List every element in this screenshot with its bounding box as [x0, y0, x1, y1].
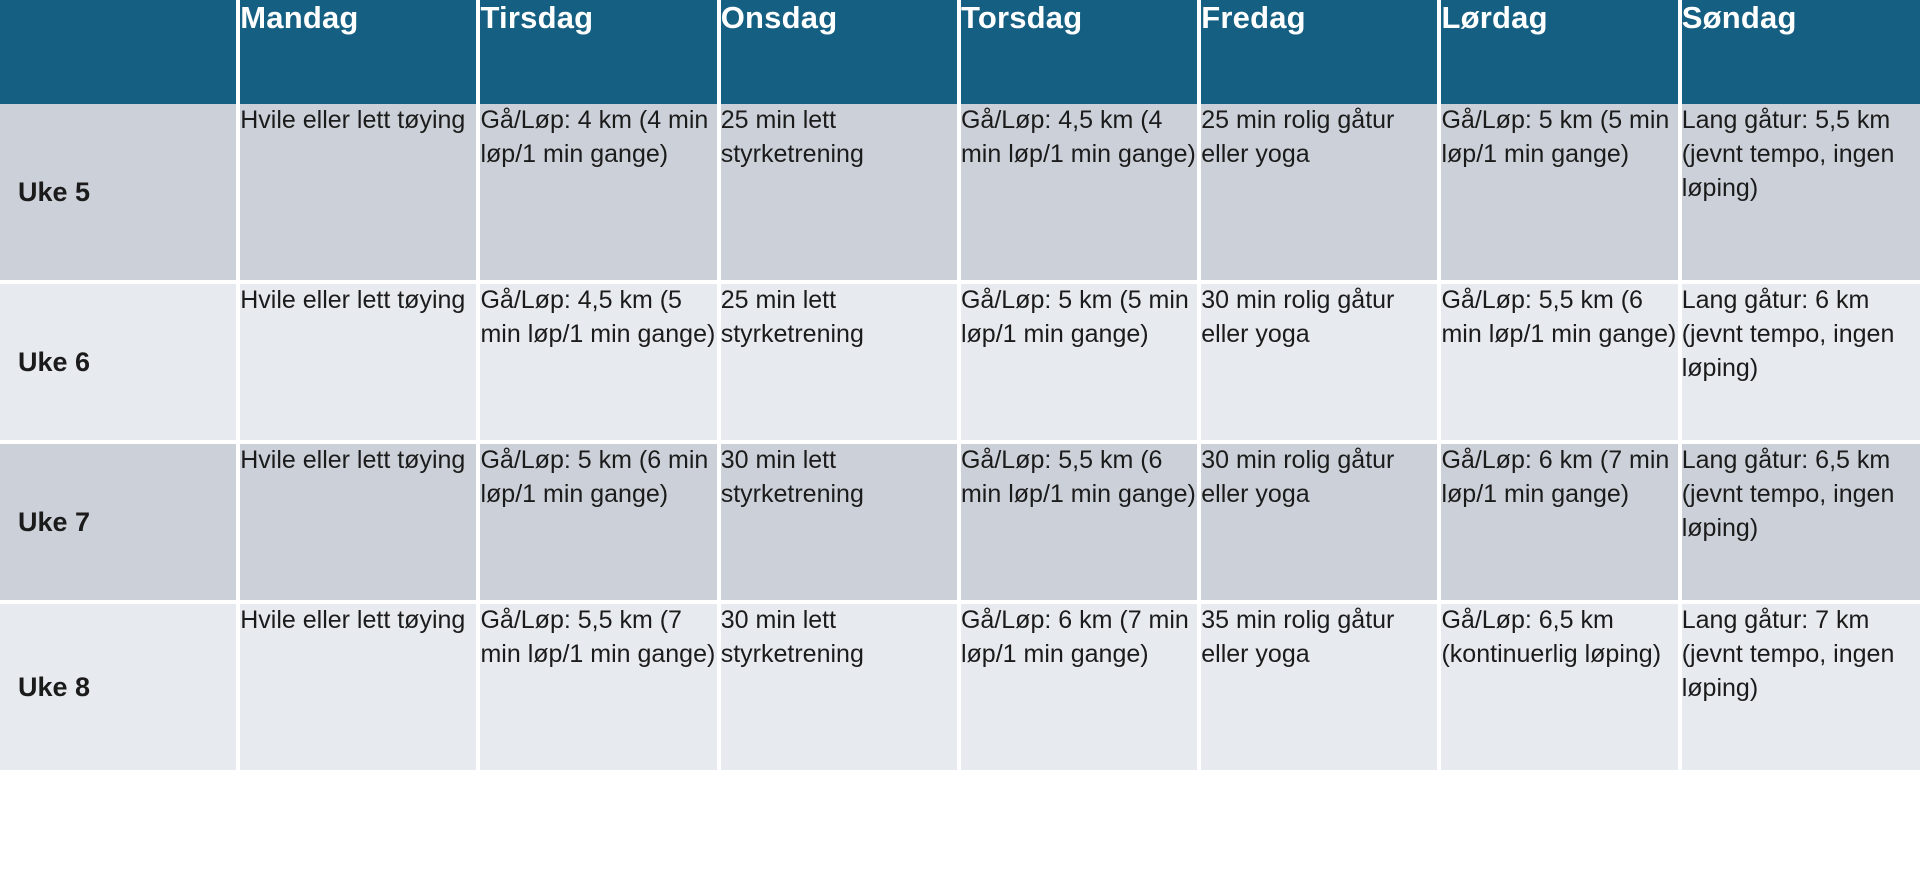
cell-week8-fredag: 35 min rolig gåtur eller yoga [1199, 602, 1439, 772]
cell-week5-torsdag: Gå/Løp: 4,5 km (4 min løp/1 min gange) [959, 104, 1199, 282]
cell-week5-lordag: Gå/Løp: 5 km (5 min løp/1 min gange) [1439, 104, 1679, 282]
row-header-week: Uke 5 [0, 104, 238, 282]
table-row [0, 602, 1920, 772]
column-header-tirsdag: Tirsdag [478, 0, 718, 104]
cell-week8-mandag: Hvile eller lett tøying [238, 602, 478, 772]
cell-week7-lordag: Gå/Løp: 6 km (7 min løp/1 min gange) [1439, 442, 1679, 602]
cell-week8-tirsdag: Gå/Løp: 5,5 km (7 min løp/1 min gange) [478, 602, 718, 772]
header-corner-cell [0, 0, 238, 104]
cell-week7-onsdag: 30 min lett styrketrening [719, 442, 959, 602]
cell-week6-tirsdag: Gå/Løp: 4,5 km (5 min løp/1 min gange) [478, 282, 718, 442]
cell-week8-sondag: Lang gåtur: 7 km (jevnt tempo, ingen løping) [1680, 602, 1920, 772]
cell-week5-sondag: Lang gåtur: 5,5 km (jevnt tempo, ingen løping) [1680, 104, 1920, 282]
cell-week5-tirsdag: Gå/Løp: 4 km (4 min løp/1 min gange) [478, 104, 718, 282]
cell-week7-tirsdag: Gå/Løp: 5 km (6 min løp/1 min gange) [478, 442, 718, 602]
table-row [0, 104, 1920, 282]
row-header-week: Uke 6 [0, 282, 238, 442]
cell-week6-fredag: 30 min rolig gåtur eller yoga [1199, 282, 1439, 442]
cell-week6-mandag: Hvile eller lett tøying [238, 282, 478, 442]
cell-week5-onsdag: 25 min lett styrketrening [719, 104, 959, 282]
table-body [0, 104, 1920, 772]
cell-week8-torsdag: Gå/Løp: 6 km (7 min løp/1 min gange) [959, 602, 1199, 772]
cell-week8-onsdag: 30 min lett styrketrening [719, 602, 959, 772]
cell-week6-onsdag: 25 min lett styrketrening [719, 282, 959, 442]
cell-week6-torsdag: Gå/Løp: 5 km (5 min løp/1 min gange) [959, 282, 1199, 442]
cell-week6-lordag: Gå/Løp: 5,5 km (6 min løp/1 min gange) [1439, 282, 1679, 442]
row-header-week: Uke 7 [0, 442, 238, 602]
column-header-sondag: Søndag [1680, 0, 1920, 104]
column-header-mandag: Mandag [238, 0, 478, 104]
cell-week7-fredag: 30 min rolig gåtur eller yoga [1199, 442, 1439, 602]
row-header-week: Uke 8 [0, 602, 238, 772]
cell-week7-sondag: Lang gåtur: 6,5 km (jevnt tempo, ingen løping) [1680, 442, 1920, 602]
table-row [0, 282, 1920, 442]
cell-week7-mandag: Hvile eller lett tøying [238, 442, 478, 602]
cell-week8-lordag: Gå/Løp: 6,5 km (kontinuerlig løping) [1439, 602, 1679, 772]
column-header-lordag: Lørdag [1439, 0, 1679, 104]
cell-week5-mandag: Hvile eller lett tøying [238, 104, 478, 282]
column-header-onsdag: Onsdag [719, 0, 959, 104]
table-row [0, 442, 1920, 602]
cell-week5-fredag: 25 min rolig gåtur eller yoga [1199, 104, 1439, 282]
cell-week6-sondag: Lang gåtur: 6 km (jevnt tempo, ingen løping) [1680, 282, 1920, 442]
cell-week7-torsdag: Gå/Løp: 5,5 km (6 min løp/1 min gange) [959, 442, 1199, 602]
column-header-fredag: Fredag [1199, 0, 1439, 104]
column-header-torsdag: Torsdag [959, 0, 1199, 104]
header-row [0, 0, 1920, 104]
table-header [0, 0, 1920, 104]
